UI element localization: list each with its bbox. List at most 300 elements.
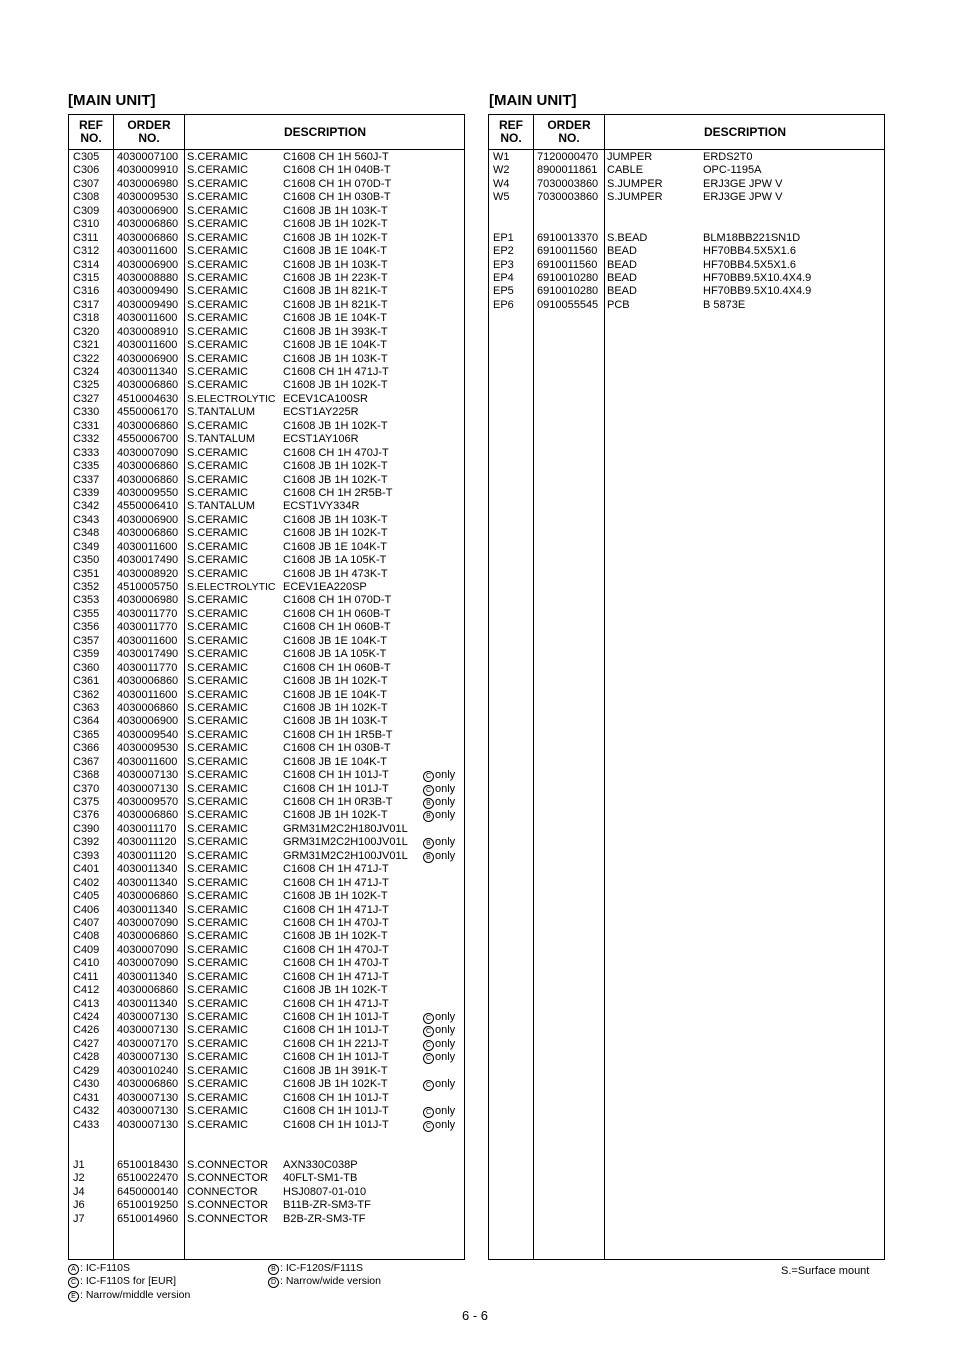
part-type-cell: S.CERAMIC [187,943,249,956]
part-number-cell: C1608 JB 1E 104K-T [283,312,387,325]
table-row [69,447,464,460]
part-number-cell: C1608 JB 1H 102K-T [283,930,388,943]
table-row [69,366,464,379]
ref-no-cell: C367 [73,755,100,768]
part-type-cell: S.ELECTROLYTIC [187,581,276,593]
circled-letter-icon: C [423,1040,434,1051]
table-row [69,500,464,513]
order-no-cell: 4030007090 [117,943,179,956]
order-no-cell: 4030011600 [117,688,178,701]
part-number-cell: C1608 JB 1A 105K-T [283,648,387,661]
version-note-cell: C only [423,1078,455,1091]
order-no-header: ORDER NO. [127,118,171,145]
part-number-cell: C1608 JB 1H 103K-T [283,352,388,365]
circled-letter-icon: B [423,811,434,822]
part-type-cell: CABLE [607,164,644,177]
table-row [69,339,464,352]
ref-no-cell: C433 [73,1118,100,1131]
right-table-header [489,115,884,150]
ref-no-cell: J6 [73,1199,85,1212]
version-note-cell: C only [423,1105,455,1118]
order-no-cell: 4030017490 [117,554,179,567]
part-type-cell: S.CERAMIC [187,648,249,661]
part-number-cell: C1608 CH 1H 070D-T [283,177,392,190]
part-number-cell: C1608 CH 1H 560J-T [283,151,389,163]
order-no-cell: 4550006410 [117,500,179,513]
table-row [69,326,464,339]
table-row [69,648,464,661]
table-row [69,272,464,285]
ref-no-cell: C359 [73,648,100,661]
order-no-cell: 7030003860 [537,177,599,190]
ref-no-cell: C331 [73,419,100,432]
part-type-cell: S.CERAMIC [187,486,249,499]
part-number-cell: C1608 CH 1H 470J-T [283,446,389,459]
part-type-cell: S.CERAMIC [187,527,249,540]
order-no-cell: 4030006860 [117,218,179,231]
ref-no-cell: J2 [73,1172,85,1185]
table-row [69,796,464,809]
table-row [69,823,464,836]
table-row [69,285,464,298]
order-no-cell: 4030007130 [117,1105,179,1118]
part-number-cell: C1608 JB 1H 102K-T [283,809,388,822]
table-row [69,729,464,742]
order-no-cell: 6510019250 [117,1199,179,1212]
table-row [69,1132,464,1145]
table-row [69,930,464,943]
part-type-cell: S.CERAMIC [187,890,249,903]
table-row [69,1011,464,1024]
part-number-cell: C1608 CH 1H 471J-T [283,366,389,378]
part-type-cell: S.CERAMIC [187,191,249,204]
ref-no-cell: C324 [73,366,100,378]
part-number-cell: C1608 JB 1H 102K-T [283,460,388,473]
circled-letter-icon: C [423,771,434,782]
part-number-cell: C1608 CH 1H 101J-T [283,1011,389,1023]
part-type-cell: S.CONNECTOR [187,1172,269,1185]
part-type-cell: S.CERAMIC [187,325,249,338]
order-no-cell: 4030007130 [117,1051,179,1064]
part-number-cell: C1608 JB 1H 102K-T [283,1078,388,1091]
ref-no-cell: C333 [73,446,100,459]
table-row [69,1199,464,1212]
part-type-cell: S.CERAMIC [187,997,249,1010]
order-no-cell: 4030006860 [117,930,179,943]
footnote-c: C : IC-F110S for [EUR] [68,1275,176,1288]
footnote-a: A : IC-F110S [68,1262,130,1275]
part-number-cell: C1608 CH 1H 1R5B-T [283,728,393,741]
part-type-cell: S.CERAMIC [187,379,249,392]
part-number-cell: C1608 CH 1H 470J-T [283,943,389,956]
table-row [69,568,464,581]
part-number-cell: C1608 JB 1E 104K-T [283,634,387,647]
order-no-cell: 4030008910 [117,325,179,338]
part-type-cell: S.TANTALUM [187,433,256,446]
part-type-cell: S.CERAMIC [187,204,249,217]
table-row [69,379,464,392]
footnote-b: B : IC-F120S/F111S [268,1262,363,1275]
table-row [69,715,464,728]
part-number-cell: C1608 CH 1H 101J-T [283,769,389,782]
ref-no-cell: C349 [73,540,100,553]
part-number-cell: C1608 JB 1E 104K-T [283,339,387,352]
version-note-cell: C only [423,769,455,782]
part-number-cell: ECST1AY225R [283,406,359,419]
part-number-cell: C1608 CH 1H 070D-T [283,594,392,607]
order-no-cell: 4030011770 [117,607,178,620]
description-header: DESCRIPTION [283,124,366,139]
ref-no-cell: C316 [73,285,100,298]
part-number-cell: GRM31M2C2H180JV01L [283,822,408,835]
table-row [69,917,464,930]
table-row [69,971,464,984]
ref-no-cell: EP1 [493,231,514,244]
table-row [69,205,464,218]
circled-letter-icon: C [423,1013,434,1024]
part-type-cell: S.CERAMIC [187,675,249,688]
table-row [69,245,464,258]
part-type-cell: BEAD [607,285,637,298]
order-no-cell: 4030009910 [117,164,179,177]
part-number-cell: GRM31M2C2H100JV01L [283,836,408,849]
part-number-cell: B11B-ZR-SM3-TF [283,1199,371,1212]
table-row [69,487,464,500]
ref-no-cell: C318 [73,312,100,325]
table-row [489,191,884,204]
part-type-cell: S.CERAMIC [187,460,249,473]
part-type-cell: S.CERAMIC [187,728,249,741]
order-no-cell: 4030011340 [117,997,178,1010]
ref-no-cell: C335 [73,460,100,473]
part-number-cell: C1608 CH 1H 060B-T [283,621,391,634]
part-number-cell: ERJ3GE JPW V [703,191,783,204]
order-no-cell: 4030007130 [117,1011,179,1023]
ref-no-cell: J7 [73,1212,85,1225]
part-number-cell: C1608 CH 1H 2R5B-T [283,486,393,499]
table-row [69,1051,464,1064]
part-type-cell: S.CERAMIC [187,876,249,889]
ref-no-cell: C429 [73,1064,100,1077]
part-type-cell: S.CERAMIC [187,177,249,190]
ref-no-cell: C305 [73,151,100,163]
table-row [69,420,464,433]
part-type-cell: S.CERAMIC [187,554,249,567]
part-type-cell: S.CERAMIC [187,688,249,701]
table-row [69,433,464,446]
order-no-cell: 4030011340 [117,366,178,378]
ref-no-cell: C337 [73,473,100,486]
circled-letter-icon: A [68,1264,79,1275]
order-no-header: ORDER NO. [547,118,591,145]
part-number-cell: C1608 CH 1H 101J-T [283,1051,389,1064]
part-number-cell: HSJ0807-01-010 [283,1185,367,1198]
ref-no-cell: C322 [73,352,100,365]
ref-no-cell: C408 [73,930,100,943]
table-row [69,742,464,755]
part-number-cell: C1608 CH 1H 101J-T [283,1024,389,1037]
order-no-cell: 4030011600 [117,245,178,258]
part-type-cell: S.CERAMIC [187,742,249,755]
part-type-cell: S.CERAMIC [187,366,249,378]
part-type-cell: S.CERAMIC [187,271,249,284]
circled-letter-icon: C [423,1107,434,1118]
ref-no-cell: C409 [73,943,100,956]
ref-no-cell: C348 [73,527,100,540]
footnote-e: E : Narrow/middle version [68,1289,190,1302]
part-type-cell: S.CONNECTOR [187,1158,269,1171]
ref-no-cell: C308 [73,191,100,204]
ref-no-cell: C327 [73,392,100,405]
order-no-cell: 4030006860 [117,1078,179,1091]
ref-no-cell: C312 [73,245,100,258]
circled-letter-icon: C [423,1053,434,1064]
order-no-cell: 4030011600 [117,634,178,647]
part-type-cell: S.CERAMIC [187,1037,249,1050]
table-row [69,232,464,245]
part-number-cell: C1608 JB 1H 103K-T [283,715,388,728]
part-type-cell: S.CERAMIC [187,796,249,808]
ref-no-cell: C356 [73,621,100,634]
circled-letter-icon: B [268,1264,279,1275]
part-number-cell: ECST1AY106R [283,433,359,446]
table-row [69,1038,464,1051]
ref-no-cell: C343 [73,513,100,526]
part-number-cell: ERJ3GE JPW V [703,177,783,190]
order-no-cell: 4510005750 [117,581,179,593]
part-number-cell: C1608 JB 1H 102K-T [283,473,388,486]
part-number-cell: HF70BB9.5X10.4X4.9 [703,271,812,284]
part-type-cell: CONNECTOR [187,1185,258,1198]
table-row [489,218,884,231]
ref-no-cell: C424 [73,1011,100,1023]
part-type-cell: S.CERAMIC [187,1078,249,1091]
circled-letter-icon: C [423,785,434,796]
table-row [69,1078,464,1091]
ref-no-cell: C330 [73,406,100,419]
ref-no-cell: C311 [73,231,99,244]
version-note-cell: B only [423,809,455,822]
part-type-cell: S.TANTALUM [187,406,256,419]
order-no-cell: 6910010280 [537,271,599,284]
table-row [69,1024,464,1037]
part-number-cell: HF70BB4.5X5X1.6 [703,245,796,258]
ref-no-cell: C376 [73,809,100,822]
circled-letter-icon: C [423,1026,434,1037]
part-type-cell: BEAD [607,271,637,284]
table-row [69,689,464,702]
ref-no-cell: J1 [73,1158,85,1171]
order-no-cell: 4030006860 [117,890,179,903]
ref-no-cell: C366 [73,742,100,755]
part-type-cell: S.ELECTROLYTIC [187,392,276,405]
table-row [69,474,464,487]
part-number-cell: C1608 CH 1H 101J-T [283,1091,389,1104]
part-type-cell: S.CERAMIC [187,782,249,795]
ref-no-cell: C407 [73,916,100,929]
part-type-cell: S.CERAMIC [187,1105,249,1118]
order-no-cell: 4030009530 [117,191,179,204]
order-no-cell: 4030007130 [117,1118,179,1131]
ref-no-cell: C402 [73,876,100,889]
part-number-cell: C1608 JB 1H 103K-T [283,204,388,217]
ref-no-cell: C428 [73,1051,100,1064]
part-type-cell: S.CERAMIC [187,1024,249,1037]
part-type-cell: S.CERAMIC [187,352,249,365]
version-note-cell: C only [423,1051,455,1064]
table-row [69,1172,464,1185]
order-no-cell: 4030011170 [117,822,177,835]
order-no-cell: 4030007130 [117,1091,179,1104]
description-header: DESCRIPTION [703,124,786,139]
ref-no-cell: C393 [73,849,100,862]
table-row [69,836,464,849]
part-number-cell: C1608 JB 1H 102K-T [283,419,388,432]
order-no-cell: 6910011560 [537,258,598,271]
part-number-cell: C1608 JB 1E 104K-T [283,755,387,768]
order-no-cell: 4030006900 [117,513,179,526]
part-type-cell: S.CERAMIC [187,446,249,459]
version-note-cell: B only [423,850,455,863]
part-number-cell: HF70BB4.5X5X1.6 [703,258,796,271]
part-type-cell: S.CERAMIC [187,621,249,634]
part-type-cell: S.CERAMIC [187,661,249,674]
part-number-cell: C1608 CH 1H 471J-T [283,970,389,983]
table-row [69,608,464,621]
order-no-cell: 4030006860 [117,231,179,244]
circled-letter-icon: C [423,1121,434,1132]
ref-no-cell: C365 [73,728,100,741]
part-number-cell: C1608 CH 1H 060B-T [283,661,391,674]
ref-no-cell: C325 [73,379,100,392]
part-type-cell: S.CERAMIC [187,863,249,876]
order-no-cell: 4030006860 [117,379,179,392]
table-row [489,232,884,245]
table-row [69,1105,464,1118]
part-type-cell: S.CERAMIC [187,567,249,580]
ref-no-cell: C410 [73,957,100,970]
version-note-cell: C only [423,783,455,796]
circled-letter-icon: B [423,798,434,809]
part-number-cell: C1608 JB 1H 102K-T [283,218,388,231]
part-number-cell: C1608 CH 1H 470J-T [283,957,389,970]
circled-letter-icon: C [68,1277,79,1288]
part-type-cell: S.CERAMIC [187,1091,249,1104]
ref-no-cell: W1 [493,151,510,163]
part-number-cell: B2B-ZR-SM3-TF [283,1212,366,1225]
table-row [69,863,464,876]
order-no-cell: 4030007090 [117,446,179,459]
order-no-cell: 4030006860 [117,527,179,540]
part-type-cell: S.CERAMIC [187,473,249,486]
ref-no-cell: C342 [73,500,100,513]
table-row [69,178,464,191]
order-no-cell: 4030008920 [117,567,179,580]
table-row [69,1159,464,1172]
order-no-cell: 4030006860 [117,984,179,997]
table-row [69,662,464,675]
part-number-cell: C1608 JB 1H 473K-T [283,567,388,580]
ref-no-cell: C430 [73,1078,100,1091]
part-number-cell: C1608 JB 1H 103K-T [283,513,388,526]
part-number-cell: OPC-1195A [703,164,762,177]
order-no-cell: 4030011600 [117,540,178,553]
ref-no-cell: C431 [73,1091,100,1104]
table-row [69,984,464,997]
order-no-cell: 4030011600 [117,312,178,325]
right-table-body [489,151,884,312]
part-type-cell: S.JUMPER [607,177,663,190]
table-row [69,1065,464,1078]
ref-no-cell: C321 [73,339,100,352]
table-row [69,393,464,406]
version-note-cell: B only [423,836,455,849]
order-no-cell: 6510018430 [117,1158,179,1171]
ref-no-cell: C363 [73,701,100,714]
ref-no-cell: C432 [73,1105,100,1118]
part-type-cell: S.CERAMIC [187,755,249,768]
part-type-cell: S.CERAMIC [187,1064,249,1077]
order-no-cell: 4030011770 [117,621,178,634]
table-row [69,541,464,554]
ref-no-cell: C361 [73,675,100,688]
part-type-cell: S.CERAMIC [187,957,249,970]
order-no-cell: 6910013370 [537,231,599,244]
part-number-cell: C1608 JB 1A 105K-T [283,554,387,567]
part-type-cell: S.CERAMIC [187,903,249,916]
ref-no-cell: C350 [73,554,100,567]
part-type-cell: S.CERAMIC [187,1011,249,1023]
part-type-cell: S.CERAMIC [187,298,249,311]
order-no-cell: 4030006860 [117,701,179,714]
order-no-cell: 6510022470 [117,1172,179,1185]
part-type-cell: S.CERAMIC [187,339,249,352]
ref-no-cell: C362 [73,688,100,701]
order-no-cell: 4030011340 [117,970,178,983]
part-type-cell: S.CERAMIC [187,916,249,929]
table-row [489,164,884,177]
table-row [69,944,464,957]
part-type-cell: S.CERAMIC [187,634,249,647]
part-number-cell: C1608 JB 1H 821K-T [283,285,388,298]
part-number-cell: C1608 JB 1H 102K-T [283,675,388,688]
table-row [69,151,464,164]
part-number-cell: C1608 CH 1H 0R3B-T [283,796,393,808]
part-number-cell: GRM31M2C2H100JV01L [283,849,408,862]
part-number-cell: C1608 JB 1H 102K-T [283,701,388,714]
order-no-cell: 4550006170 [117,406,179,419]
ref-no-cell: C320 [73,325,100,338]
ref-no-cell: W5 [493,191,510,204]
ref-no-cell: C375 [73,796,100,808]
part-number-cell: C1608 JB 1H 393K-T [283,325,388,338]
table-row [69,581,464,594]
ref-no-cell: C307 [73,177,100,190]
order-no-cell: 4030006900 [117,204,179,217]
table-row [69,904,464,917]
ref-no-cell: W4 [493,177,510,190]
table-row [69,1119,464,1132]
table-row [489,272,884,285]
table-row [489,299,884,312]
part-type-cell: S.JUMPER [607,191,663,204]
ref-no-cell: C411 [73,970,99,983]
ref-no-cell: C357 [73,634,100,647]
ref-no-cell: C427 [73,1037,100,1050]
left-table-body [69,151,464,1226]
table-row [69,621,464,634]
ref-no-cell: C314 [73,258,100,271]
